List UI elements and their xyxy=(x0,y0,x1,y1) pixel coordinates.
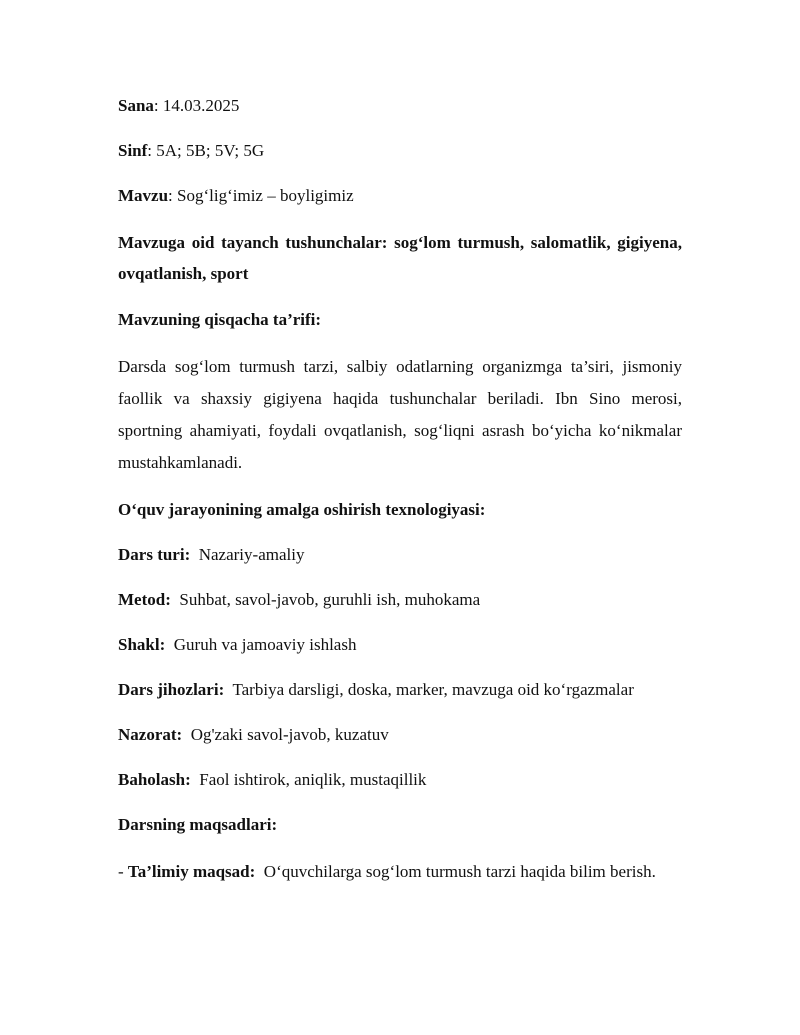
topic-label: Mavzu xyxy=(118,186,169,205)
topic-line: Mavzu: Sog‘lig‘imiz – boyligimiz xyxy=(118,186,354,205)
field-value: Tarbiya darsligi, doska, marker, mavzuga oid ko‘rgazmalar xyxy=(232,680,634,699)
field-value: Guruh va jamoaviy ishlash xyxy=(173,635,357,654)
field-label: Dars turi: xyxy=(118,545,191,564)
date-value: 14.03.2025 xyxy=(162,96,240,115)
field-value: Suhbat, savol-javob, guruhli ish, muhokama xyxy=(179,590,481,609)
field-method xyxy=(118,586,682,614)
field-label: Metod: xyxy=(118,590,171,609)
goal-item xyxy=(118,856,682,888)
date-label: Sana xyxy=(118,96,154,115)
field-form xyxy=(118,631,682,659)
field-label: Dars jihozlari: xyxy=(118,680,225,699)
class-label: Sinf xyxy=(118,141,148,160)
field-value: Faol ishtirok, aniqlik, mustaqillik xyxy=(199,770,427,789)
key-concepts: Mavzuga oid tayanch tushunchalar: sog‘lom turmush, salomatlik, gigiyena, ovqatlanish, sport xyxy=(118,233,682,283)
technology-heading: O‘quv jarayonining amalga oshirish texnologiyasi: xyxy=(118,500,486,519)
field-assessment xyxy=(118,766,682,794)
date-line: Sana: 14.03.2025 xyxy=(118,96,240,115)
field-label: Shakl: xyxy=(118,635,166,654)
goal-prefix: - xyxy=(118,862,128,881)
summary-text: Darsda sog‘lom turmush tarzi, salbiy odatlarning organizmga ta’siri, jismoniy faollik va shaxsiy gigiyena haqida tushunchalar beriladi. Ibn Sino merosi, sportning ahamiyati, foydali ovqatlanish, sog‘liqni asrash bo‘yicha ko‘nikmalar mustahkamlanadi. xyxy=(118,357,682,472)
field-value: Og'zaki savol-javob, kuzatuv xyxy=(190,725,389,744)
document-page xyxy=(118,92,682,888)
class-value: 5A; 5B; 5V; 5G xyxy=(156,141,265,160)
field-label: Baholash: xyxy=(118,770,191,789)
field-label: Nazorat: xyxy=(118,725,183,744)
field-list xyxy=(118,541,682,794)
class-line: Sinf: 5A; 5B; 5V; 5G xyxy=(118,141,265,160)
field-control xyxy=(118,721,682,749)
goal-label: Ta’limiy maqsad: xyxy=(127,862,256,881)
field-equipment xyxy=(118,676,682,704)
goal-value: O‘quvchilarga sog‘lom turmush tarzi haqida bilim berish. xyxy=(263,862,656,881)
field-lesson-type xyxy=(118,541,682,569)
field-value: Nazariy-amaliy xyxy=(198,545,305,564)
summary-heading: Mavzuning qisqacha ta’rifi: xyxy=(118,310,322,329)
goals-heading: Darsning maqsadlari: xyxy=(118,815,278,834)
topic-value: Sog‘lig‘imiz – boyligimiz xyxy=(177,186,354,205)
